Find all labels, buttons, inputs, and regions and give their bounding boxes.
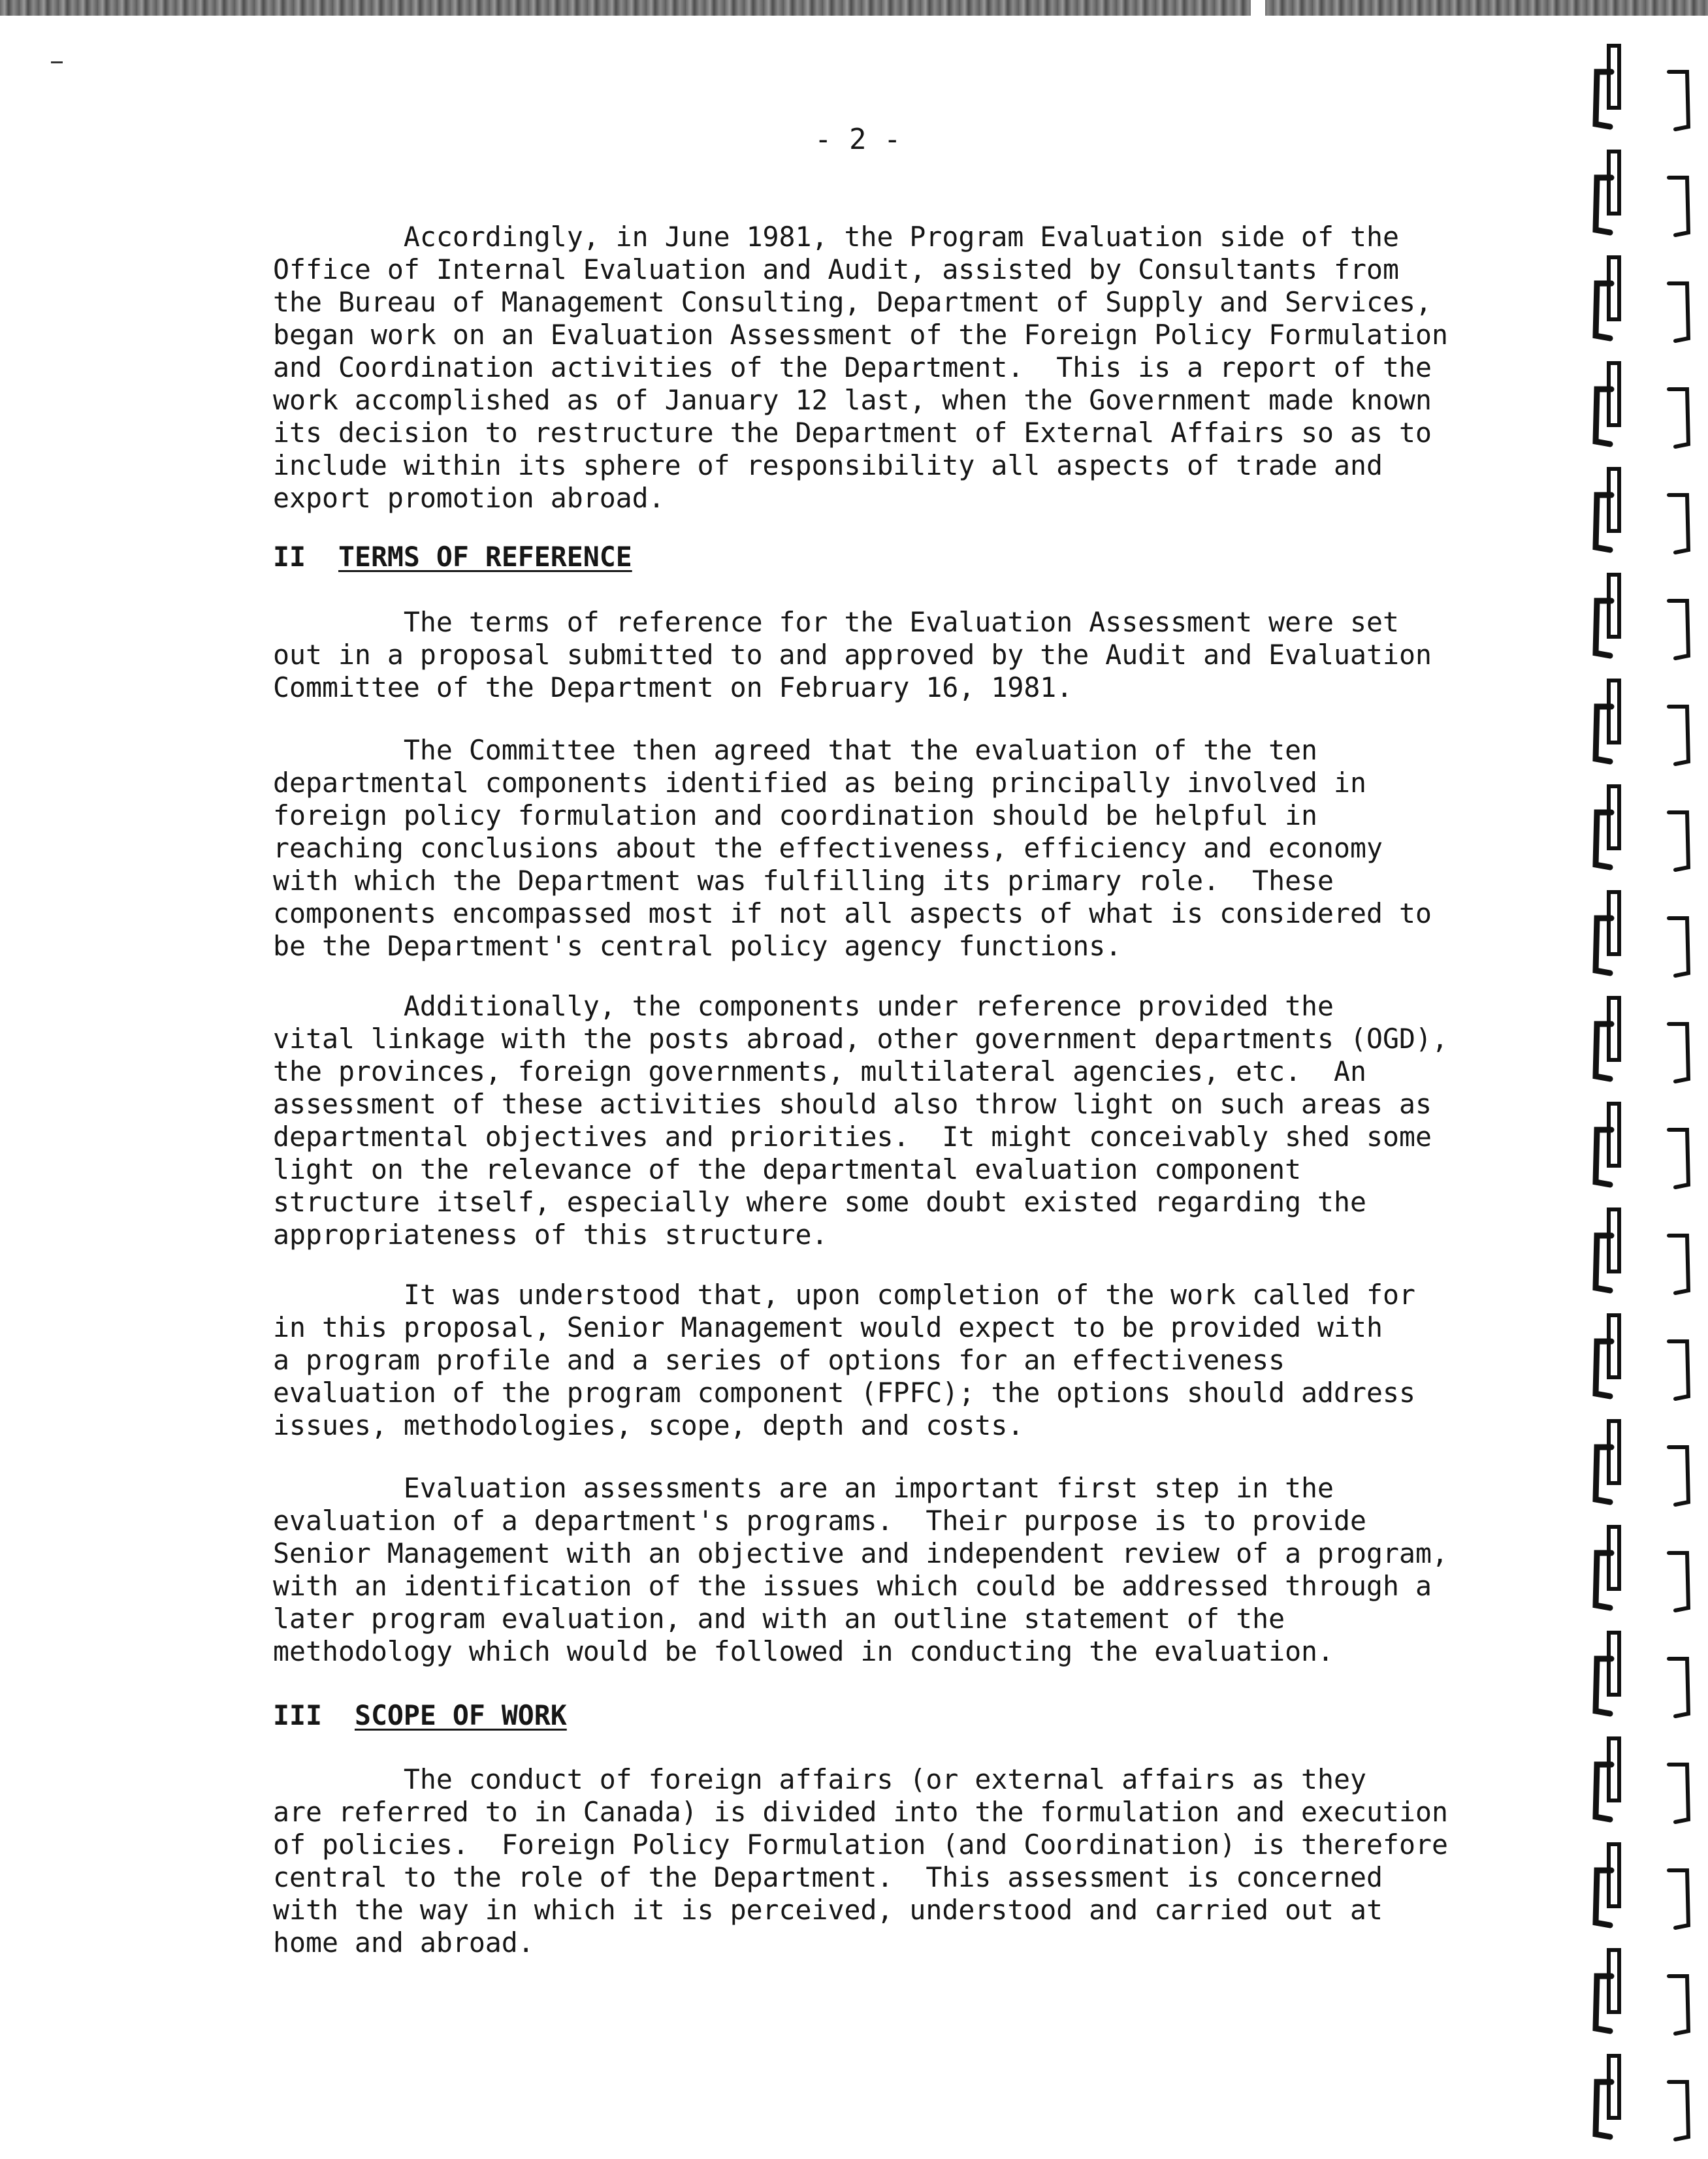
margin-dash-mark [51, 61, 63, 63]
paragraph-intro: Accordingly, in June 1981, the Program Evaluation side of the Office of Internal Evaluation and Audit, assisted by Consultants from the Bureau of Management Consulting, Department of Supply and Services, began work on an Evaluation Assessment of the Foreign Policy Formulation and Coordination activities of the Department. This is a report of the work accomplished as of January 12 last, when the Government made known its decision to restructure the Department of External Affairs so as to include within its sphere of responsibility all aspects of trade and export promotion abroad. [273, 221, 1448, 514]
binding-coil [1596, 363, 1688, 447]
heading-title: SCOPE OF WORK [354, 1699, 567, 1731]
heading-numeral: III [273, 1699, 322, 1731]
binding-coil [1596, 1738, 1688, 1822]
binding-coil [1596, 1104, 1688, 1187]
binding-coil [1596, 469, 1688, 552]
paragraph-conduct: The conduct of foreign affairs (or external affairs as they are referred to in Canada) is divided into the formulation and execution of policies. Foreign Policy Formulation (and Coordination) is therefore central to the role of the Department. This assessment is concerned with the way in which it is perceived, understood and carried out at home and abroad. [273, 1763, 1448, 1959]
binding-coil [1596, 1315, 1688, 1399]
page-number: - 2 - [814, 123, 901, 156]
scan-top-edge [0, 0, 1708, 16]
binding-coil [1596, 1950, 1688, 2034]
binding-coil [1596, 1844, 1688, 1928]
binding-coil [1596, 998, 1688, 1081]
paragraph-additionally: Additionally, the components under reference provided the vital linkage with the posts abroad, other government departments (OGD), the provinces, foreign governments, multilateral agencies, etc. An assessment of these activities should also throw light on such areas as departmental objectives and priorities. It might conceivably shed some light on the relevance of the departmental evaluation component structure itself, especially where some doubt existed regarding the appropriateness of this structure. [273, 990, 1448, 1251]
binding-coil [1596, 786, 1688, 870]
paragraph-evaluation-assessments: Evaluation assessments are an important first step in the evaluation of a department's programs. Their purpose is to provide Senior Management with an objective and independent review of a program, with an identification of the issues which could be addressed through a later program evaluation, and with an outline statement of the methodology which would be followed in conducting the evaluation. [273, 1472, 1448, 1667]
heading-title: TERMS OF REFERENCE [338, 541, 632, 573]
binding-coil [1596, 2056, 1688, 2139]
binding-coil [1596, 257, 1688, 341]
binding-coil [1596, 46, 1688, 129]
heading-scope-of-work [273, 1699, 567, 1732]
heading-terms-of-reference [273, 541, 632, 573]
binding-coil [1596, 1633, 1688, 1716]
binding-coil [1596, 152, 1688, 235]
paragraph-committee: The Committee then agreed that the evaluation of the ten departmental components identified as being principally involved in foreign policy formulation and coordination should be helpful in reaching conclusions about the effectiveness, efficiency and economy with which the Department was fulfilling its primary role. These components encompassed most if not all aspects of what is considered to be the Department's central policy agency functions. [273, 734, 1432, 962]
binding-coil [1596, 575, 1688, 658]
binding-coil [1596, 892, 1688, 976]
scan-edge-notch [1251, 0, 1265, 20]
binding-coil [1596, 1421, 1688, 1505]
heading-numeral: II [273, 541, 306, 573]
paragraph-understood: It was understood that, upon completion of the work called for in this proposal, Senior Management would expect to be provided with a program profile and a series of options for an effectiveness evaluation of the program component (FPFC); the options should address issues, methodologies, scope, depth and costs. [273, 1279, 1415, 1441]
binding-coil [1596, 1209, 1688, 1293]
spiral-binding [1571, 33, 1708, 2159]
binding-coil [1596, 680, 1688, 764]
paragraph-terms: The terms of reference for the Evaluation Assessment were set out in a proposal submitted to and approved by the Audit and Evaluation Committee of the Department on February 16, 1981. [273, 606, 1432, 703]
binding-coil [1596, 1527, 1688, 1610]
